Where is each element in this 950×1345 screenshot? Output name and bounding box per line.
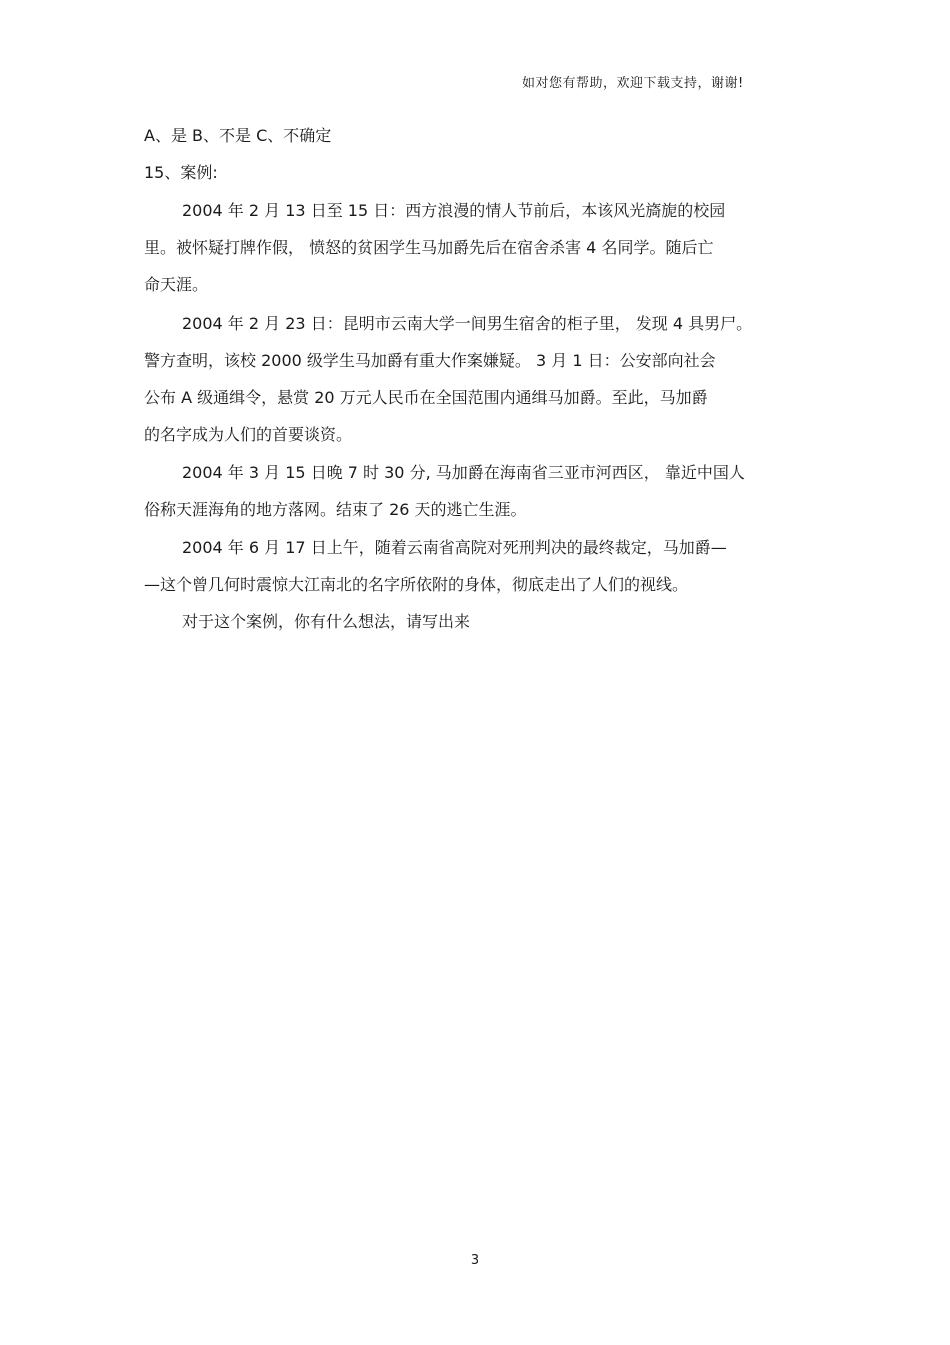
case-para3-line1: 2004 年 3 月 15 日晚 7 时 30 分, 马加爵在海南省三亚市河西区， 靠近中国人	[182, 463, 745, 482]
case-para4-line2: —这个曾几何时震惊大江南北的名字所依附的身体，彻底走出了人们的视线。	[144, 575, 689, 594]
answer-options: A、是 B、不是 C、不确定	[144, 126, 332, 145]
case-para2-line2: 警方查明，该校 2000 级学生马加爵有重大作案嫌疑。 3 月 1 日：公安部向社会	[144, 351, 716, 370]
page-number: 3	[470, 1253, 480, 1268]
case-para1-line1: 2004 年 2 月 13 日至 15 日：西方浪漫的情人节前后，本该风光旖旎的校园	[182, 201, 726, 220]
case-para3-line2: 俗称天涯海角的地方落网。结束了 26 天的逃亡生涯。	[144, 500, 527, 519]
case-para4-line1: 2004 年 6 月 17 日上午，随着云南省高院对死刑判决的最终裁定，马加爵—	[182, 538, 727, 557]
case-para2-line3: 公布 A 级通缉令，悬赏 20 万元人民币在全国范围内通缉马加爵。至此，马加爵	[144, 388, 708, 407]
case-para2-line1: 2004 年 2 月 23 日：昆明市云南大学一间男生宿舍的柜子里， 发现 4 具男尸。	[182, 314, 753, 333]
question-label: 15、案例:	[144, 163, 218, 182]
case-para1-line2: 里。被怀疑打牌作假， 愤怒的贫困学生马加爵先后在宿舍杀害 4 名同学。随后亡	[144, 238, 714, 257]
writing-prompt: 对于这个案例，你有什么想法，请写出来	[182, 612, 471, 631]
header-note: 如对您有帮助，欢迎下载支持，谢谢!	[522, 76, 744, 91]
case-para2-line4: 的名字成为人们的首要谈资。	[144, 425, 353, 444]
case-para1-line3: 命天涯。	[144, 275, 209, 294]
